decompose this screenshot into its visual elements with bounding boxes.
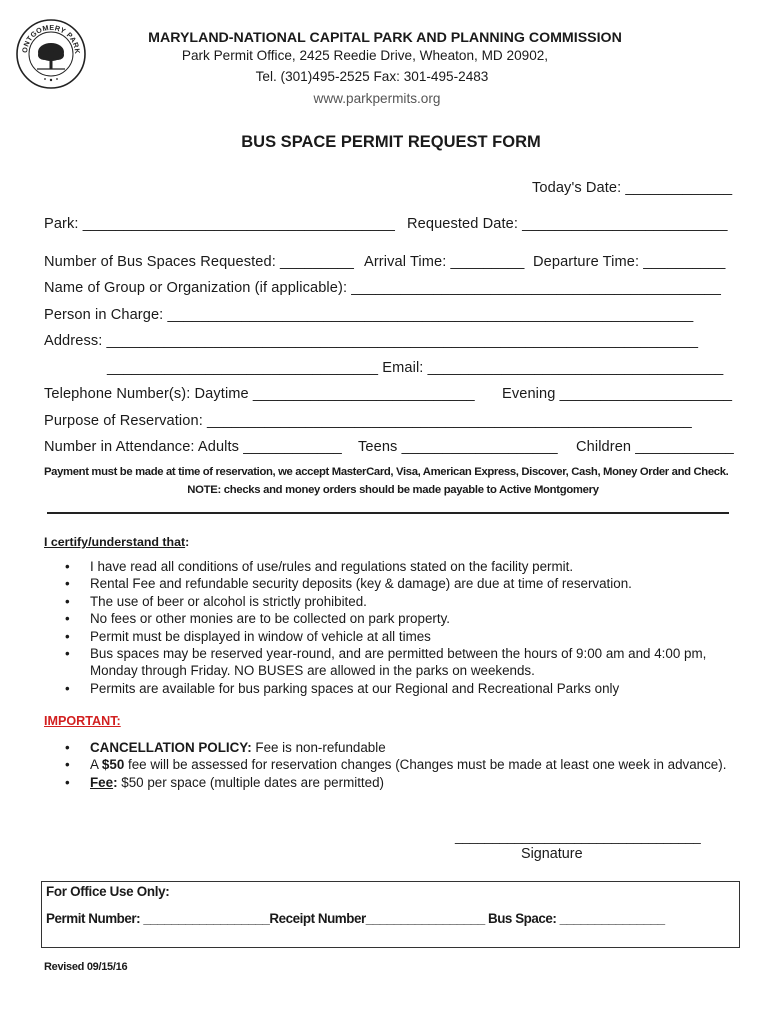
certify-heading-text: I certify/understand that	[44, 535, 186, 549]
adults-field[interactable]: Number in Attendance: Adults ____________	[44, 439, 342, 455]
address-field[interactable]: Address: ________________________________________________________________________	[44, 333, 699, 349]
fee-text: $50 per space (multiple dates are permitted)	[117, 774, 385, 790]
office-address: Park Permit Office, 2425 Reedie Drive, Wheaton, MD 20902,	[181, 48, 549, 63]
daytime-phone-field[interactable]: Telephone Number(s): Daytime ___________________________	[44, 386, 475, 402]
fee-label: Fee	[90, 774, 114, 790]
revised-date: Revised 09/15/16	[44, 961, 128, 973]
cancellation-text: Fee is non-refundable	[251, 740, 386, 755]
departure-time-field[interactable]: Departure Time: __________	[533, 254, 726, 270]
important-heading: IMPORTANT:	[44, 714, 121, 728]
website-link[interactable]: www.parkpermits.org	[313, 91, 441, 106]
address-email-field[interactable]: _________________________________ Email: ____________________________________	[107, 360, 724, 376]
fee-change-amount: $50	[101, 757, 125, 773]
list-item: • I have read all conditions of use/rules and regulations stated on the facility permit.	[44, 558, 734, 575]
person-in-charge-field[interactable]: Person in Charge: ________________________________________________________________	[44, 307, 694, 323]
signature-line[interactable]: _________________________________	[455, 829, 701, 844]
evening-phone-field[interactable]: Evening _____________________	[502, 386, 733, 402]
certify-heading	[44, 535, 189, 549]
fee-colon: :	[113, 774, 118, 790]
list-item	[44, 756, 734, 773]
requested-date-field[interactable]: Requested Date: _________________________	[407, 216, 728, 232]
list-item: • Bus spaces may be reserved year-round, and are permitted between the hours of 9:00 am and 4:00 pm, Monday through Friday. NO BUSES are allowed in the parks on weekends.	[44, 645, 734, 680]
office-use-heading: For Office Use Only:	[46, 884, 170, 899]
children-field[interactable]: Children ____________	[576, 439, 734, 455]
list-item: • Rental Fee and refundable security deposits (key & damage) are due at time of reservation.	[44, 575, 734, 592]
list-item: • The use of beer or alcohol is strictly prohibited.	[44, 593, 734, 610]
list-item: • Permit must be displayed in window of vehicle at all times	[44, 628, 734, 645]
important-list	[44, 739, 734, 791]
park-field[interactable]: Park: ______________________________________	[44, 216, 395, 232]
office-phone: Tel. (301)495-2525 Fax: 301-495-2483	[255, 69, 489, 84]
list-item: • Permits are available for bus parking spaces at our Regional and Recreational Parks only	[44, 680, 734, 697]
group-name-field[interactable]: Name of Group or Organization (if applicable): _____________________________________________	[44, 280, 721, 296]
payment-note: Payment must be made at time of reservation, we accept MasterCard, Visa, American Express, Discover, Cash, Money Order and Check.	[44, 466, 729, 478]
todays-date-field[interactable]: Today's Date: _____________	[532, 180, 733, 196]
cancellation-label: CANCELLATION POLICY:	[90, 740, 252, 755]
logo-text: ONTGOMERY PARK	[19, 22, 83, 55]
payment-payable-note: NOTE: checks and money orders should be made payable to Active Montgomery	[187, 484, 599, 496]
signature-label: Signature	[521, 846, 583, 862]
teens-field[interactable]: Teens ___________________	[358, 439, 558, 455]
certify-list	[44, 558, 734, 697]
list-item: • No fees or other monies are to be collected on park property.	[44, 610, 734, 627]
office-use-fields[interactable]: Permit Number: __________________Receipt Number_________________ Bus Space: _______________	[46, 911, 665, 926]
arrival-time-field[interactable]: Arrival Time: _________	[364, 254, 525, 270]
purpose-field[interactable]: Purpose of Reservation: ___________________________________________________________	[44, 413, 692, 429]
list-item	[44, 739, 734, 756]
organization-name: MARYLAND-NATIONAL CAPITAL PARK AND PLANNING COMMISSION	[148, 30, 622, 46]
form-title: BUS SPACE PERMIT REQUEST FORM	[241, 133, 541, 151]
bus-spaces-field[interactable]: Number of Bus Spaces Requested: _________	[44, 254, 354, 270]
list-item	[44, 774, 734, 791]
fee-change-prefix: A	[90, 757, 102, 773]
fee-change-text: fee will be assessed for reservation changes (Changes must be made at least one week in advance).	[124, 757, 727, 773]
certify-heading-colon: :	[185, 535, 190, 549]
section-divider	[47, 512, 729, 514]
